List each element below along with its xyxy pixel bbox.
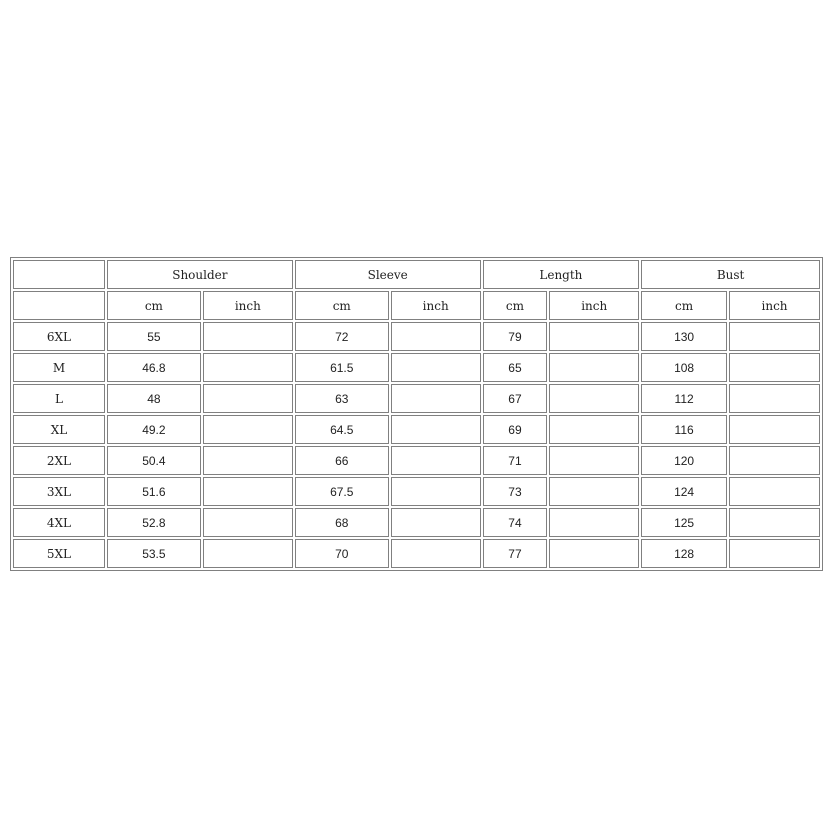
size-label-cell: 2XL bbox=[13, 446, 105, 475]
sleeve-cm-cell: 66 bbox=[295, 446, 389, 475]
header-length: Length bbox=[483, 260, 640, 289]
bust-cm-cell: 108 bbox=[641, 353, 727, 382]
sleeve-inch-cell bbox=[391, 539, 481, 568]
size-label-cell: 3XL bbox=[13, 477, 105, 506]
header-shoulder: Shoulder bbox=[107, 260, 293, 289]
table-row bbox=[13, 353, 820, 382]
length-cm-cell: 77 bbox=[483, 539, 548, 568]
bust-cm-cell: 125 bbox=[641, 508, 727, 537]
shoulder-inch-cell bbox=[203, 539, 293, 568]
sleeve-inch-cell bbox=[391, 384, 481, 413]
length-inch-cell bbox=[549, 477, 639, 506]
shoulder-cm-cell: 51.6 bbox=[107, 477, 201, 506]
header-row-groups bbox=[13, 260, 820, 289]
sleeve-inch-cell bbox=[391, 322, 481, 351]
unit-shoulder-inch: inch bbox=[203, 291, 293, 320]
shoulder-inch-cell bbox=[203, 446, 293, 475]
bust-inch-cell bbox=[729, 322, 820, 351]
bust-inch-cell bbox=[729, 508, 820, 537]
sleeve-cm-cell: 67.5 bbox=[295, 477, 389, 506]
length-cm-cell: 67 bbox=[483, 384, 548, 413]
shoulder-inch-cell bbox=[203, 353, 293, 382]
sleeve-inch-cell bbox=[391, 446, 481, 475]
bust-inch-cell bbox=[729, 446, 820, 475]
size-label-cell: XL bbox=[13, 415, 105, 444]
bust-cm-cell: 128 bbox=[641, 539, 727, 568]
bust-cm-cell: 116 bbox=[641, 415, 727, 444]
header-sleeve: Sleeve bbox=[295, 260, 481, 289]
sleeve-cm-cell: 61.5 bbox=[295, 353, 389, 382]
length-cm-cell: 65 bbox=[483, 353, 548, 382]
length-inch-cell bbox=[549, 384, 639, 413]
sleeve-cm-cell: 72 bbox=[295, 322, 389, 351]
unit-sleeve-cm: cm bbox=[295, 291, 389, 320]
length-inch-cell bbox=[549, 539, 639, 568]
size-label-cell: M bbox=[13, 353, 105, 382]
shoulder-inch-cell bbox=[203, 477, 293, 506]
size-label-cell: 6XL bbox=[13, 322, 105, 351]
length-cm-cell: 73 bbox=[483, 477, 548, 506]
size-rows bbox=[13, 322, 820, 568]
shoulder-cm-cell: 52.8 bbox=[107, 508, 201, 537]
bust-inch-cell bbox=[729, 539, 820, 568]
bust-inch-cell bbox=[729, 384, 820, 413]
size-label-cell: 4XL bbox=[13, 508, 105, 537]
table-row bbox=[13, 508, 820, 537]
sleeve-cm-cell: 63 bbox=[295, 384, 389, 413]
size-label-cell: L bbox=[13, 384, 105, 413]
length-inch-cell bbox=[549, 353, 639, 382]
length-cm-cell: 74 bbox=[483, 508, 548, 537]
length-inch-cell bbox=[549, 322, 639, 351]
header-bust: Bust bbox=[641, 260, 820, 289]
shoulder-cm-cell: 50.4 bbox=[107, 446, 201, 475]
sleeve-inch-cell bbox=[391, 477, 481, 506]
header-row-units bbox=[13, 291, 820, 320]
unit-sleeve-inch: inch bbox=[391, 291, 481, 320]
size-label-cell: 5XL bbox=[13, 539, 105, 568]
size-chart-table bbox=[10, 257, 823, 571]
bust-inch-cell bbox=[729, 353, 820, 382]
bust-cm-cell: 124 bbox=[641, 477, 727, 506]
length-cm-cell: 79 bbox=[483, 322, 548, 351]
length-cm-cell: 71 bbox=[483, 446, 548, 475]
shoulder-cm-cell: 46.8 bbox=[107, 353, 201, 382]
shoulder-inch-cell bbox=[203, 415, 293, 444]
length-cm-cell: 69 bbox=[483, 415, 548, 444]
sleeve-cm-cell: 64.5 bbox=[295, 415, 389, 444]
bust-inch-cell bbox=[729, 415, 820, 444]
sleeve-cm-cell: 68 bbox=[295, 508, 389, 537]
bust-cm-cell: 120 bbox=[641, 446, 727, 475]
shoulder-cm-cell: 48 bbox=[107, 384, 201, 413]
length-inch-cell bbox=[549, 415, 639, 444]
sleeve-inch-cell bbox=[391, 415, 481, 444]
unit-bust-inch: inch bbox=[729, 291, 820, 320]
sleeve-inch-cell bbox=[391, 508, 481, 537]
unit-length-cm: cm bbox=[483, 291, 548, 320]
length-inch-cell bbox=[549, 508, 639, 537]
shoulder-cm-cell: 49.2 bbox=[107, 415, 201, 444]
bust-cm-cell: 130 bbox=[641, 322, 727, 351]
table-row bbox=[13, 322, 820, 351]
table-row bbox=[13, 415, 820, 444]
unit-shoulder-cm: cm bbox=[107, 291, 201, 320]
length-inch-cell bbox=[549, 446, 639, 475]
sleeve-inch-cell bbox=[391, 353, 481, 382]
shoulder-cm-cell: 55 bbox=[107, 322, 201, 351]
shoulder-inch-cell bbox=[203, 322, 293, 351]
sleeve-cm-cell: 70 bbox=[295, 539, 389, 568]
corner-cell bbox=[13, 260, 105, 289]
shoulder-inch-cell bbox=[203, 384, 293, 413]
corner-cell-units bbox=[13, 291, 105, 320]
table-row bbox=[13, 539, 820, 568]
unit-bust-cm: cm bbox=[641, 291, 727, 320]
shoulder-cm-cell: 53.5 bbox=[107, 539, 201, 568]
table-row bbox=[13, 477, 820, 506]
unit-length-inch: inch bbox=[549, 291, 639, 320]
bust-cm-cell: 112 bbox=[641, 384, 727, 413]
table-row bbox=[13, 384, 820, 413]
bust-inch-cell bbox=[729, 477, 820, 506]
shoulder-inch-cell bbox=[203, 508, 293, 537]
table-row bbox=[13, 446, 820, 475]
